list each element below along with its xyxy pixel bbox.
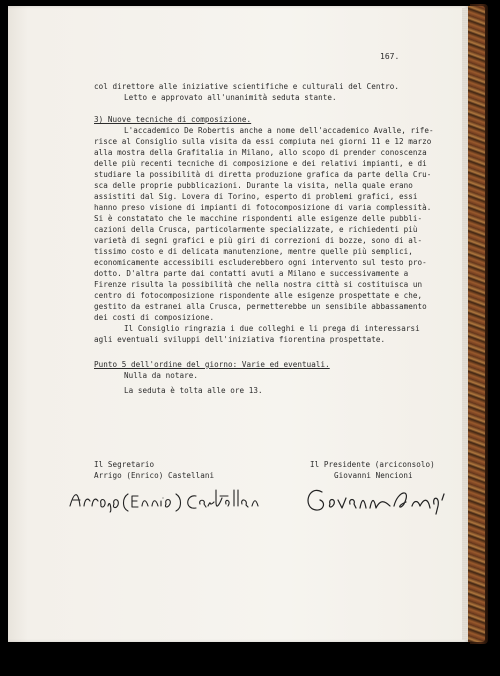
text-line: economicamente accessibili escluderebbero ogni intervento sul testo pro-: [94, 258, 427, 267]
text-line: delle più recenti tecniche di composizione e dei relativi impianti, e di: [94, 159, 427, 168]
section-heading: Punto 5 dell'ordine del giorno: Varie ed eventuali.: [94, 360, 330, 369]
secretary-role: Il Segretario: [94, 460, 155, 469]
text-line: dotto. D'altra parte dai contatti avuti a Milano e successivamente a: [94, 269, 409, 278]
president-signature: [300, 478, 460, 518]
text-line: Nulla da notare.: [124, 371, 198, 380]
text-line: hanno preso visione di impianti di fotocomposizione di varia complessità.: [94, 203, 432, 212]
text-line: cazioni della Crusca, particolarmente specializzate, e richiedenti più: [94, 225, 418, 234]
text-line: studiare la possibilità di diretta produzione grafica da parte della Cru-: [94, 170, 432, 179]
president-name: Giovanni Nencioni: [334, 471, 413, 480]
text-line: agli eventuali sviluppi dell'iniziativa fiorentina prospettate.: [94, 335, 386, 344]
text-line: centro di fotocomposizione rispondente alle esigenze prospettate e che,: [94, 291, 423, 300]
text-line: Si è constatato che le macchine rispondenti alle esigenze delle pubbli-: [94, 214, 423, 223]
text-line: gestito da estranei alla Crusca, permetterebbe un sensibile abbassamento: [94, 302, 427, 311]
text-line: col direttore alle iniziative scientifiche e culturali del Centro.: [94, 82, 400, 91]
text-line: Firenze risulta la possibilità che nella nostra città si costituisca un: [94, 280, 423, 289]
text-line: Il Consiglio ringrazia i due colleghi e li prega di interessarsi: [124, 324, 420, 333]
page-stack-edge: [462, 8, 468, 640]
text-line: risce al Consiglio sulla visita da essi compiuta nei giorni 11 e 12 marzo: [94, 137, 432, 146]
page-number: 167.: [380, 52, 400, 61]
text-line: L'accademico De Robertis anche a nome dell'accademico Avalle, rife-: [124, 126, 434, 135]
text-line: varietà di segni grafici e più giri di correzioni di bozze, sono di al-: [94, 236, 423, 245]
section-heading: 3) Nuove tecniche di composizione.: [94, 115, 252, 124]
text-line: La seduta è tolta alle ore 13.: [124, 386, 263, 395]
text-line: alla mostra della Grafitalia in Milano, allo scopo di prender conoscenza: [94, 148, 427, 157]
secretary-signature: [66, 484, 266, 514]
secretary-name: Arrigo (Enrico) Castellani: [94, 471, 215, 480]
text-line: sca delle proprie pubblicazioni. Durante la visita, nella quale erano: [94, 181, 413, 190]
president-role: Il Presidente (arciconsolo): [310, 460, 435, 469]
text-line: dei costi di composizione.: [94, 313, 215, 322]
text-line: tissimo costo e di delicata manutenzione, mentre quelle più semplici,: [94, 247, 413, 256]
text-line: Letto e approvato all'unanimità seduta stante.: [124, 93, 337, 102]
text-line: assistiti dal Sig. Lovera di Torino, esperto di problemi grafici, essi: [94, 192, 418, 201]
